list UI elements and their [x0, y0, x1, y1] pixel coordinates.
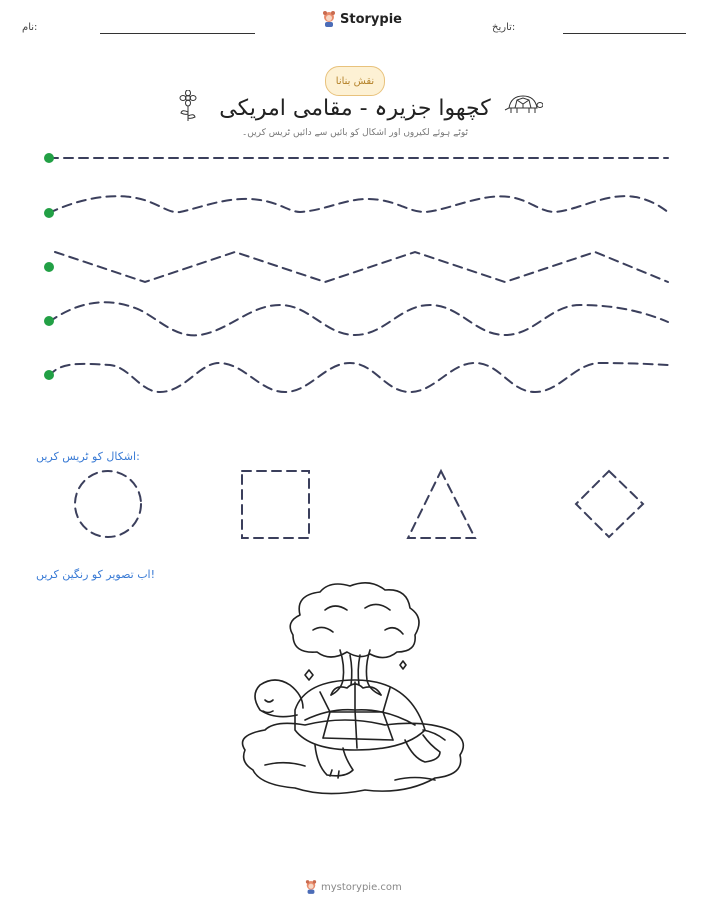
worksheet-instructions: ٹوٹے ہوئے لکیروں اور اشکال کو بائیں سے دائیں ٹریس کریں۔: [241, 128, 469, 138]
trace-circle[interactable]: [75, 471, 141, 537]
footer: [305, 880, 402, 894]
brand-name: Storypie: [340, 11, 402, 27]
trace-triangle[interactable]: [408, 471, 475, 538]
storypie-mascot-icon: [305, 880, 317, 894]
shapes-area: [0, 460, 709, 550]
trace-line-wave-3[interactable]: [49, 363, 668, 392]
trace-line-wave-1[interactable]: [49, 196, 668, 213]
flower-icon: [177, 90, 199, 122]
turtle-tree-coloring-illustration[interactable]: [235, 580, 475, 805]
date-field-line[interactable]: [563, 33, 686, 34]
storypie-mascot-icon: [322, 11, 336, 27]
turtle-icon: [503, 92, 543, 116]
start-dot: [44, 153, 54, 163]
trace-diamond[interactable]: [576, 471, 643, 537]
shapes-section-label: اشکال کو ٹریس کریں:: [36, 450, 140, 463]
name-field-line[interactable]: [100, 33, 255, 34]
category-badge: نقش بنانا: [325, 66, 385, 96]
name-label: نام:: [22, 22, 38, 33]
tracing-lines-area: [0, 140, 709, 400]
coloring-section-label: اب تصویر کو رنگین کریں!: [36, 568, 156, 581]
date-label: تاریخ:: [492, 22, 516, 33]
worksheet-title: کچھوا جزیرہ - مقامی امریکی: [219, 96, 491, 121]
brand-logo: [322, 11, 402, 27]
start-dot: [44, 262, 54, 272]
trace-line-zigzag[interactable]: [55, 252, 668, 282]
start-dot: [44, 316, 54, 326]
trace-square[interactable]: [242, 471, 309, 538]
start-dot: [44, 370, 54, 380]
footer-url[interactable]: mystorypie.com: [321, 881, 402, 893]
start-dot: [44, 208, 54, 218]
trace-line-wave-2[interactable]: [49, 302, 668, 335]
